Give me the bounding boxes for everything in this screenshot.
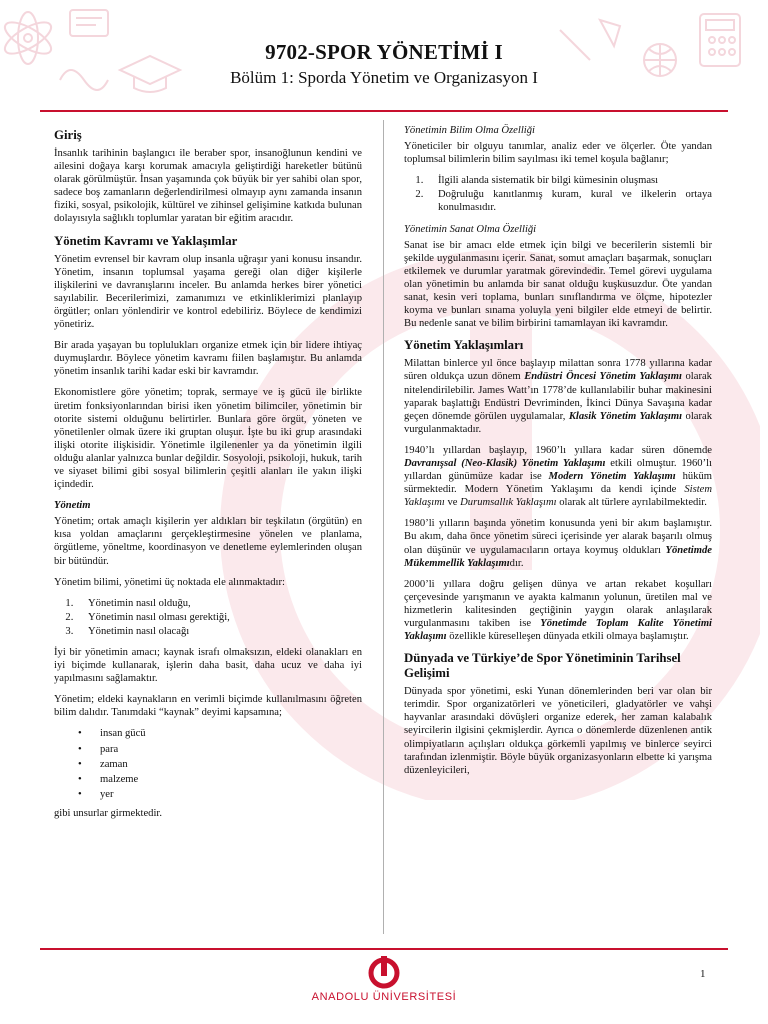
list-item: 1. İlgili alanda sistematik bir bilgi kümesinin oluşması <box>426 174 712 187</box>
right-column <box>404 124 712 785</box>
paragraph: Yönetim evrensel bir kavram olup insanla uğraşır yani konusu insandır. Yönetim, insanın toplumsal yaşama gereği olan diğer kişilerle ilişkilerini ve davranışlarını inceler. Bu anlamda herkes birer yönetici sayılabilir. Becerilerimizi, zamanımızı ve etkinliklerimizi planlayıp örgütler; onları yönlendirir ve kontrol edebiliriz. Böylece de kendimizi yönetiriz. <box>54 253 362 331</box>
section-heading-yonetim-yaklasimlari: Yönetim Yaklaşımları <box>404 338 524 353</box>
paragraph <box>404 357 712 436</box>
numbered-list <box>76 597 362 638</box>
paragraph: Yönetim; ortak amaçlı kişilerin yer aldıkları bir teşkilatın (örgütün) en kısa yoldan amaçlarını gerçekleştirmesine yönelen ve planlama, örgütleme, yöneltme, koordinasyon ve denetleme eylemlerinden oluşan bir bütündür. <box>54 516 362 567</box>
left-column <box>54 124 362 828</box>
column-divider <box>383 120 384 934</box>
list-item: 2. Doğruluğu kanıtlanmış kuram, kural ve ilkelerin ortaya konulmasıdır. <box>426 188 712 214</box>
chapter-title: Bölüm 1: Sporda Yönetim ve Organizasyon I <box>230 68 538 87</box>
paragraph: Sanat ise bir amacı elde etmek için bilgi ve becerilerin sistemli bir şekilde uygulanmasını içerir. Sanat, somut amaçları başarmak, sonuçları etkilemek ve durumlar yaratmak görevindedir. Temel görevi uygulama olan yönetimin bu anlamda bir sanat olduğu kuşkusuzdur. Öte yandan sanat, kesin veri toplama, bunları sınıflandırma ve ölçme, hipotezler koyma ve bunları sınama yoluyla yeni bilgiler elde etmeyi de belirtir. Bu nedenle sanat ve bilim birbirini tamamlayan iki kavramdır. <box>404 239 712 330</box>
section-heading-tarihsel-gelisim: Dünyada ve Türkiye’de Spor Yönetiminin Tarihsel Gelişimi <box>404 651 681 681</box>
emphasized-term: Klasik Yönetim Yaklaşımı <box>568 410 683 422</box>
bullet-list <box>78 727 362 800</box>
course-title: 9702-SPOR YÖNETİMİ I <box>265 40 503 64</box>
paragraph: Yönetim bilimi, yönetimi üç noktada ele alınmaktadır: <box>54 576 285 588</box>
paragraph: Yöneticiler bir olguyu tanımlar, analiz eder ve ölçerler. Öte yandan toplumsal bilimlerin bilim sayılması iki temel koşula bağlanır; <box>404 141 712 166</box>
university-name: ANADOLU ÜNİVERSİTESİ <box>311 991 457 1003</box>
section-heading-giris: Giriş <box>54 128 82 142</box>
subheading-sanat: Yönetimin Sanat Olma Özelliği <box>404 223 537 235</box>
list-item: • malzeme <box>78 773 362 786</box>
emphasized-term: Yönetimde Toplam Kalite Yönetimi Yaklaşımı <box>404 618 712 643</box>
text-run: 1940’lı yıllardan başlayıp, 1960’lı yıllara kadar süren dönemde <box>404 444 712 456</box>
footer-logo <box>0 955 768 1003</box>
text-run: 1980’li yılların başında yönetim konusunda yeni bir akım başlamıştır. Bu akım, daha önce yönetim süreci içerisinde yer alarak başarılı olmuş olan düşünür ve uygulamacıların ortaya koymuş oldukları <box>404 518 712 556</box>
paragraph <box>404 444 712 509</box>
list-item: • para <box>78 743 362 756</box>
text-run: dır. <box>509 557 524 569</box>
emphasized-term: Modern Yönetim Yaklaşımı <box>548 471 676 483</box>
paragraph: İyi bir yönetimin amacı; kaynak israfı olmaksızın, eldeki olanakları en iyi biçimde kullanarak, işlerin daha basit, daha ucuz ve daha iyi yapılmasını sağlamaktır. <box>54 647 362 685</box>
paragraph: Yönetim; eldeki kaynakların en verimli biçimde kullanılmasını öğreten bilim dalıdır. Tanımdaki “kaynak” deyimi kapsamına; <box>54 694 362 719</box>
text-run: ve <box>444 497 461 509</box>
list-item: • yer <box>78 788 362 801</box>
subheading-yonetim: Yönetim <box>54 500 91 512</box>
text-run: etkili olmuştur. 1960’lı yıllardan günümüze kadar ise <box>404 457 712 483</box>
text-run: 2000’li yıllara doğru gelişen dünya ve artan rekabet koşulları çerçevesinde yarışmanın ve ayakta kalmanın yolunun, üretilen mal ve hizmetlerin kalitesinden geçtiğinin yaygın olarak anlaşılarak vurgulanmasını takiben ise <box>404 578 712 629</box>
text-run: hüküm sürmektedir. Modern Yönetim Yaklaşımı da kendi içinde <box>404 471 712 496</box>
text-run: özellikle küreselleşen dünyada etkili olmaya başlamıştır. <box>446 631 689 643</box>
paragraph: Bir arada yaşayan bu toplulukları organize etmek için bir lidere ihtiyaç duymuşlardır. Böylece yönetim kavramı fiilen başlamıştır. Bu anlamda yönetim insanlık tarihi kadar eski bir kavramdır. <box>54 340 362 378</box>
list-item: • insan gücü <box>78 727 362 740</box>
emphasized-term: Davranışsal (Neo-Klasik) Yönetim Yaklaşımı <box>404 457 606 469</box>
university-logo-icon <box>366 955 402 989</box>
italic-term: Sistem Yaklaşımı <box>404 484 712 509</box>
paragraph: gibi unsurlar girmektedir. <box>54 807 162 819</box>
emphasized-term: Yönetimde Mükemmellik Yaklaşımı <box>404 544 712 569</box>
list-item: 2. Yönetimin nasıl olması gerektiği, <box>76 611 362 624</box>
text-run: olarak nitelendirilebilir. James Watt’ın 1778’de kullanılabilir buhar makinesini yaparak başlattığı Endüstri Devriminden, İkinci Dünya Savaşına kadar geçen dönemde görülen uygulamalar, <box>404 371 712 422</box>
paragraph: Ekonomistlere göre yönetim; toprak, sermaye ve iş gücü ile birlikte üretim fonksiyonlarından birisi iken yönetim bilimciler, yönetimin bir otorite sistemi olduğunu belirtirler. Bunlara göre örgüt, yöneten ve yönetilenler olmak üzere iki gruptan oluşur. İşte bu iki grup arasındaki ilişki otorite ilişkisidir. Yönetimle ilgilenenler ya da yönetimin ilgili olduğu alanlar yalnızca bunlar değildir. Sosyoloji, psikoloji, hukuk, tarih ve siyaset bilimi gibi sosyal bilimlerin çeşitli alanları ile yakın ilişki içindedir. <box>54 387 362 491</box>
document-header <box>0 40 768 88</box>
emphasized-term: Endüstri Öncesi Yönetim Yaklaşımı <box>524 371 682 383</box>
paragraph <box>404 578 712 643</box>
italic-term: Durumsallık Yaklaşımı <box>460 497 557 509</box>
list-item: 3. Yönetimin nasıl olacağı <box>76 625 362 638</box>
text-run: olarak alt türlere ayrılabilmektedir. <box>556 497 707 509</box>
text-run: Milattan binlerce yıl önce başlayıp milattan sonra 1778 yıllarına kadar süren oldukça uzun dönem <box>404 358 712 383</box>
text-run: olarak vurgulanmaktadır. <box>404 410 712 435</box>
footer-rule <box>40 948 728 950</box>
paragraph: İnsanlık tarihinin başlangıcı ile beraber spor, insanoğlunun kendini ve ailesini doğaya karşı korumak amacıyla geliştirdiği hareketler bütünü olarak görülmüştür. İnsan yaşamında çok büyük bir yer sahibi olan spor, sadece boş zamanların değerlendirilmesi olmayıp aynı zamanda insanın fiziki, sosyal, psikolojik, kültürel ve zihinsel gelişimine katkıda bulunan dolayısıyla sağlıklı toplumlar yaratan bir eğitim aracıdır. <box>54 148 362 225</box>
paragraph <box>404 517 712 569</box>
list-item: • zaman <box>78 758 362 771</box>
page-number: 1 <box>700 968 706 980</box>
subheading-bilim: Yönetimin Bilim Olma Özelliği <box>404 125 535 136</box>
paragraph: Dünyada spor yönetimi, eski Yunan dönemlerinden beri var olan bir terimdir. Spor organizatörleri ve yöneticileri, gladyatörler ve vahşi hayvanlar arasındaki dövüşleri organize ederek, her zaman kalabalık seyircilerin ilgisini çekmişlerdir. Ayrıca o dönemlerde düzenlenen antik olimpiyatların açılışları oldukça görkemli yapılmış ve binlerce seyirci tarafından izlenmiştir. Böyle büyük organizasyonların elbette ki yarışma düzenleyicileri, <box>404 686 712 776</box>
list-item: 1. Yönetimin nasıl olduğu, <box>76 597 362 610</box>
section-heading-yonetim-kavrami: Yönetim Kavramı ve Yaklaşımlar <box>54 233 238 248</box>
numbered-list <box>426 174 712 214</box>
header-rule <box>40 110 728 112</box>
